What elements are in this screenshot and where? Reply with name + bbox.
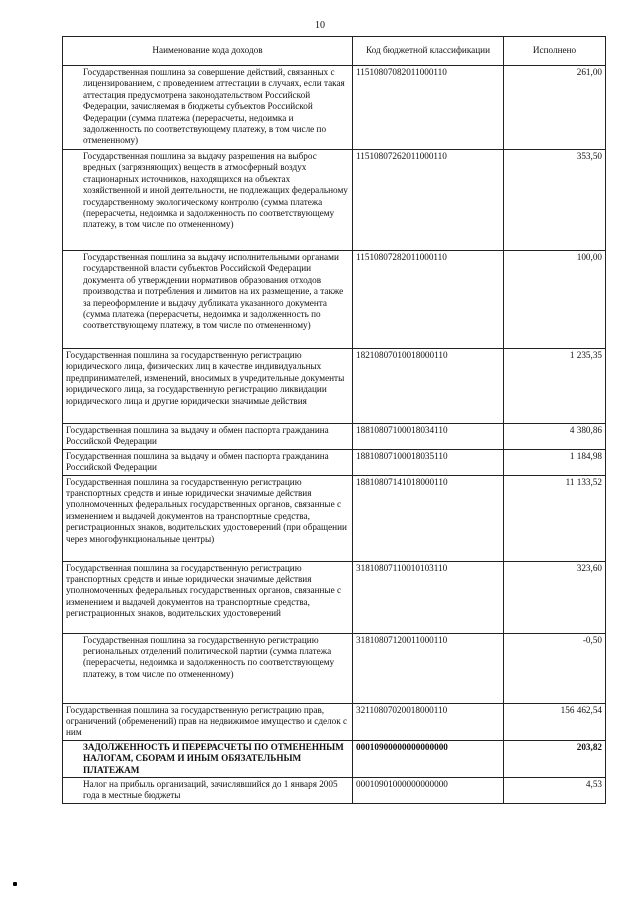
row-amount: 323,60 [504,561,606,633]
table-row [63,251,606,349]
row-code: 11510807262011000110 [353,150,504,251]
row-code: 31810807110010103110 [353,561,504,633]
row-name: Государственная пошлина за государственную регистрацию региональных отделений политической партии (сумма платежа (перерасчеты, недоимка и задолженность по соответствующему платежу, в том числе по отмененному) [63,633,353,703]
row-amount: 4,53 [504,778,606,804]
row-name: Государственная пошлина за совершение действий, связанных с лицензированием, с проведением аттестации в случаях, если такая аттестация предусмотрена законодательством Российской Федерации, зачисляемая в бюджеты субъектов Российской Федерации (сумма платежа (перерасчеты, недоимка и задолженность по соответствующему платежу, в том числе по отмененному) [63,66,353,150]
row-amount: 11 133,52 [504,475,606,561]
header-executed: Исполнено [504,37,606,66]
table-row [63,633,606,703]
row-amount: 100,00 [504,251,606,349]
row-code: 11510807082011000110 [353,66,504,150]
header-income-name: Наименование кода доходов [63,37,353,66]
row-name: Государственная пошлина за выдачу и обмен паспорта гражданина Российской Федерации [63,449,353,475]
table-row [63,150,606,251]
revenue-table [62,36,606,804]
row-code: 18810807141018000110 [353,475,504,561]
row-name: Государственная пошлина за выдачу разрешения на выброс вредных (загрязняющих) веществ в атмосферный воздух стационарных источников, находящихся на объектах хозяйственной и иной деятельности, не подлежащих федеральному государственному экологическому контролю (сумма платежа (перерасчеты, недоимка и задолженность по соответствующему платежу, в том числе по отмененному) [63,150,353,251]
row-name: Государственная пошлина за государственную регистрацию юридического лица, физических лиц в качестве индивидуальных предпринимателей, изменений, вносимых в учредительные документы юридического лица, за государственную регистрацию ликвидации юридического лица и другие юридически значимые действия [63,349,353,424]
table-row [63,778,606,804]
table-row [63,66,606,150]
table-row [63,449,606,475]
table-row [63,349,606,424]
row-code: 32110807020018000110 [353,703,504,740]
row-name: Государственная пошлина за государственную регистрацию транспортных средств и иные юридически значимые действия уполномоченных федеральных государственных органов, связанные с изменением и выдачей документов на транспортные средства, регистрационных знаков, водительских удостоверений [63,561,353,633]
row-amount: -0,50 [504,633,606,703]
row-name: ЗАДОЛЖЕННОСТЬ И ПЕРЕРАСЧЕТЫ ПО ОТМЕНЕННЫМ НАЛОГАМ, СБОРАМ И ИНЫМ ОБЯЗАТЕЛЬНЫМ ПЛАТЕЖАМ [63,740,353,777]
row-name: Государственная пошлина за государственную регистрацию транспортных средств и иные юридически значимые действия уполномоченных федеральных государственных органов, связанные с изменением и выдачей документов на транспортные средства, регистрационных знаков, водительских удостоверений (при обращении через многофункциональные центры) [63,475,353,561]
row-amount: 1 184,98 [504,449,606,475]
table-row [63,424,606,450]
row-name: Государственная пошлина за государственную регистрацию прав, ограничений (обременений) прав на недвижимое имущество и сделок с ним [63,703,353,740]
row-name: Государственная пошлина за выдачу и обмен паспорта гражданина Российской Федерации [63,424,353,450]
row-name: Налог на прибыль организаций, зачислявшийся до 1 января 2005 года в местные бюджеты [63,778,353,804]
row-code: 00010900000000000000 [353,740,504,777]
row-code: 18210807010018000110 [353,349,504,424]
page-number: 10 [315,20,325,31]
table-row-section [63,740,606,777]
table-row [63,561,606,633]
row-amount: 1 235,35 [504,349,606,424]
header-budget-code: Код бюджетной классификации [353,37,504,66]
row-code: 31810807120011000110 [353,633,504,703]
row-code: 18810807100018035110 [353,449,504,475]
table-row [63,703,606,740]
row-code: 00010901000000000000 [353,778,504,804]
scan-margin-dot [13,882,17,886]
row-code: 18810807100018034110 [353,424,504,450]
row-amount: 261,00 [504,66,606,150]
table-header-row [63,37,606,66]
table-row [63,475,606,561]
row-name: Государственная пошлина за выдачу исполнительными органами государственной власти субъектов Российской Федерации документа об утверждении нормативов образования отходов производства и потребления и лимитов на их размещение, а также за переоформление и выдачу дубликата указанного документа (сумма платежа (перерасчеты, недоимка и задолженность по соответствующему платежу, в том числе по отмененному) [63,251,353,349]
row-amount: 203,82 [504,740,606,777]
row-amount: 4 380,86 [504,424,606,450]
row-amount: 156 462,54 [504,703,606,740]
row-amount: 353,50 [504,150,606,251]
row-code: 11510807282011000110 [353,251,504,349]
